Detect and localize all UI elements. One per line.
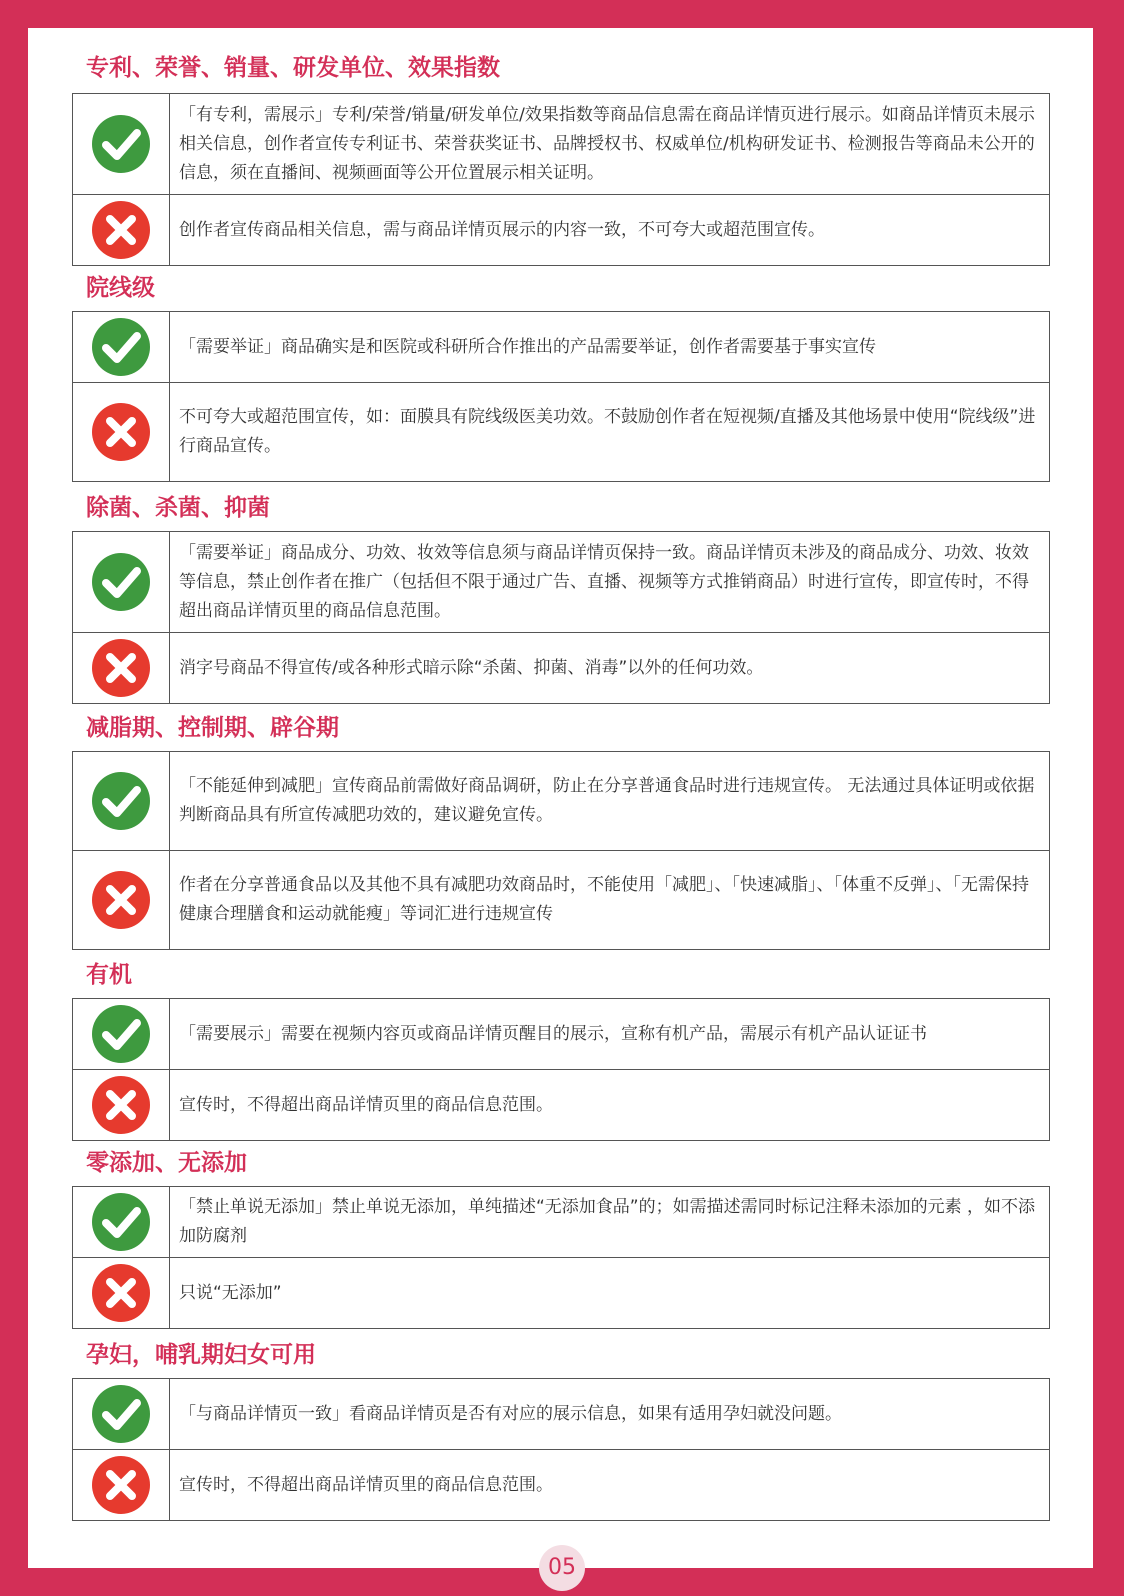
rule-table [72, 751, 1050, 950]
allowed-row [73, 1379, 1049, 1449]
forbidden-row [73, 382, 1049, 481]
allowed-icon-cell [73, 532, 170, 632]
forbidden-icon-cell [73, 1070, 170, 1140]
forbidden-row [73, 194, 1049, 265]
forbidden-text: 消字号商品不得宣传/或各种形式暗示除“杀菌、抑菌、消毒”以外的任何功效。 [179, 657, 764, 678]
allowed-icon-cell [73, 1187, 170, 1257]
allowed-text: 「有专利，需展示」专利/荣誉/销量/研发单位/效果指数等商品信息需在商品详情页进行展示。如商品详情页未展示相关信息，创作者宣传专利证书、荣誉获奖证书、品牌授权书、权威单位/机构研发证书、检测报告等商品未公开的信息，须在直播间、视频画面等公开位置展示相关证明。 [179, 104, 1035, 183]
forbidden-text: 宣传时，不得超出商品详情页里的商品信息范围。 [179, 1094, 553, 1115]
allowed-text: 「需要举证」商品成分、功效、妆效等信息须与商品详情页保持一致。商品详情页未涉及的商品成分、功效、妆效等信息，禁止创作者在推广（包括但不限于通过广告、直播、视频等方式推销商品）时进行宣传，即宣传时，不得超出商品详情页里的商品信息范围。 [179, 542, 1029, 621]
cross-circle-icon [91, 1075, 151, 1135]
section-title: 零添加、无添加 [86, 1150, 247, 1176]
page-number: 05 [539, 1545, 585, 1591]
rule-table [72, 93, 1050, 266]
section-title: 院线级 [86, 275, 155, 301]
forbidden-row [73, 632, 1049, 703]
allowed-text: 「禁止单说无添加」禁止单说无添加，单纯描述“无添加食品”的；如需描述需同时标记注释未添加的元素 ，如不添加防腐剂 [179, 1197, 1036, 1246]
forbidden-text: 创作者宣传商品相关信息，需与商品详情页展示的内容一致，不可夸大或超范围宣传。 [179, 219, 825, 240]
document-page [28, 28, 1093, 1568]
allowed-row [73, 752, 1049, 850]
rule-table [72, 1186, 1050, 1329]
allowed-icon-cell [73, 94, 170, 194]
allowed-icon-cell [73, 752, 170, 850]
check-circle-icon [91, 114, 151, 174]
allowed-row [73, 1187, 1049, 1257]
check-circle-icon [91, 317, 151, 377]
allowed-row [73, 312, 1049, 382]
forbidden-icon-cell [73, 1450, 170, 1520]
forbidden-text: 宣传时，不得超出商品详情页里的商品信息范围。 [179, 1474, 553, 1495]
check-circle-icon [91, 1004, 151, 1064]
section-title: 有机 [86, 962, 132, 988]
rule-table [72, 1378, 1050, 1521]
forbidden-row [73, 1449, 1049, 1520]
forbidden-row [73, 1069, 1049, 1140]
forbidden-text: 只说“无添加” [179, 1282, 282, 1303]
section-title: 除菌、杀菌、抑菌 [86, 495, 270, 521]
section-title: 专利、荣誉、销量、研发单位、效果指数 [86, 55, 500, 81]
allowed-text: 「不能延伸到减肥」宣传商品前需做好商品调研，防止在分享普通食品时进行违规宣传。 无法通过具体证明或依据判断商品具有所宣传减肥功效的，建议避免宣传。 [179, 776, 1035, 825]
forbidden-icon-cell [73, 1258, 170, 1328]
check-circle-icon [91, 1192, 151, 1252]
cross-circle-icon [91, 200, 151, 260]
check-circle-icon [91, 1384, 151, 1444]
allowed-row [73, 532, 1049, 632]
allowed-icon-cell [73, 1379, 170, 1449]
allowed-text: 「与商品详情页一致」看商品详情页是否有对应的展示信息，如果有适用孕妇就没问题。 [179, 1403, 842, 1424]
forbidden-row [73, 850, 1049, 949]
cross-circle-icon [91, 1263, 151, 1323]
allowed-row [73, 94, 1049, 194]
allowed-row [73, 999, 1049, 1069]
allowed-text: 「需要举证」商品确实是和医院或科研所合作推出的产品需要举证，创作者需要基于事实宣传 [179, 336, 876, 357]
allowed-icon-cell [73, 312, 170, 382]
section-title: 减脂期、控制期、辟谷期 [86, 715, 339, 741]
cross-circle-icon [91, 870, 151, 930]
allowed-text: 「需要展示」需要在视频内容页或商品详情页醒目的展示，宣称有机产品，需展示有机产品认证证书 [179, 1023, 927, 1044]
check-circle-icon [91, 771, 151, 831]
forbidden-icon-cell [73, 633, 170, 703]
forbidden-icon-cell [73, 383, 170, 481]
forbidden-text: 不可夸大或超范围宣传，如：面膜具有院线级医美功效。不鼓励创作者在短视频/直播及其他场景中使用“院线级”进行商品宣传。 [179, 407, 1036, 456]
forbidden-row [73, 1257, 1049, 1328]
rule-table [72, 311, 1050, 482]
check-circle-icon [91, 552, 151, 612]
forbidden-icon-cell [73, 851, 170, 949]
allowed-icon-cell [73, 999, 170, 1069]
cross-circle-icon [91, 402, 151, 462]
forbidden-icon-cell [73, 195, 170, 265]
cross-circle-icon [91, 638, 151, 698]
section-title: 孕妇，哺乳期妇女可用 [86, 1342, 316, 1368]
rule-table [72, 531, 1050, 704]
cross-circle-icon [91, 1455, 151, 1515]
rule-table [72, 998, 1050, 1141]
forbidden-text: 作者在分享普通食品以及其他不具有减肥功效商品时，不能使用「减肥」、「快速减脂」、「体重不反弹」、「无需保持健康合理膳食和运动就能瘦」等词汇进行违规宣传 [179, 875, 1029, 924]
